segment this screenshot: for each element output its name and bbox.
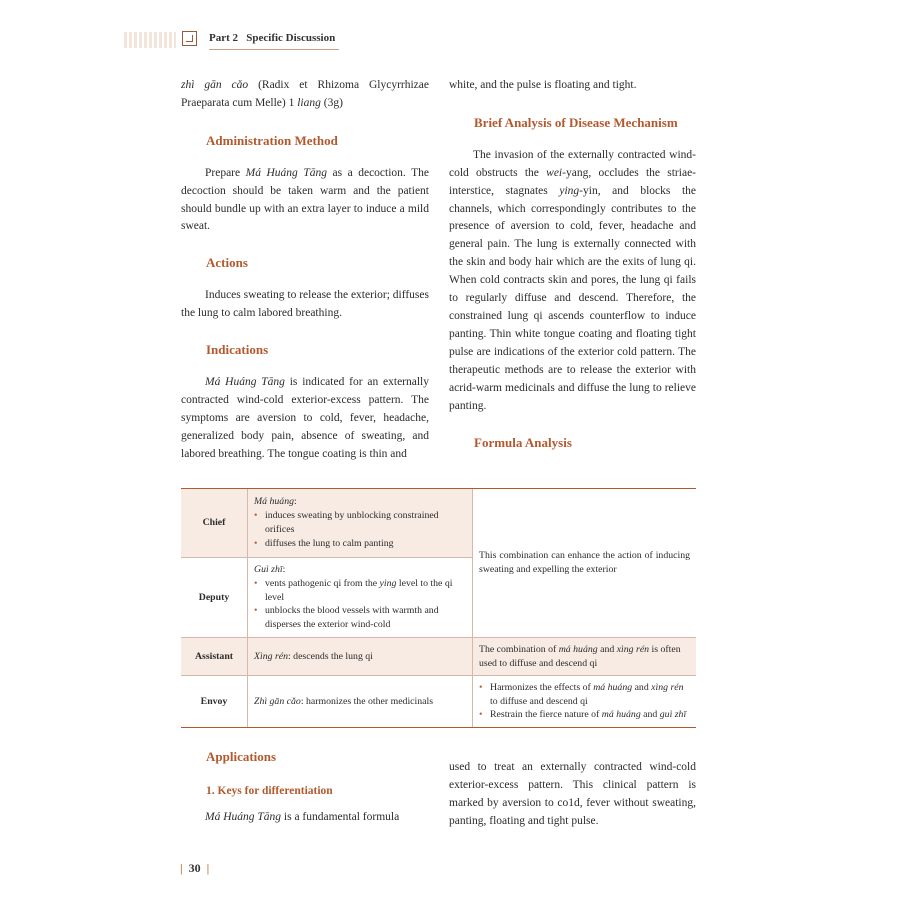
applications-text-left: is a fundamental formula bbox=[281, 810, 400, 823]
role-chief: Chief bbox=[181, 489, 248, 558]
administration-heading: Administration Method bbox=[206, 132, 338, 148]
unit-name: liang bbox=[297, 96, 321, 109]
running-header bbox=[124, 30, 694, 50]
bullet-text: Harmonizes the effects of bbox=[490, 681, 594, 693]
term-wei: wei bbox=[546, 166, 563, 179]
indications-paragraph bbox=[181, 374, 429, 464]
brief-text-a: The invasion of the externally contracted wind-cold obstructs the bbox=[449, 148, 696, 179]
herb-name: má huáng bbox=[601, 709, 641, 721]
administration-paragraph bbox=[181, 165, 429, 237]
page-number: | 30 | bbox=[180, 861, 210, 875]
brief-analysis-heading: Brief Analysis of Disease Mechanism bbox=[474, 114, 678, 130]
formula-name: Má Huáng Tāng bbox=[205, 375, 285, 388]
bullet-text: and bbox=[632, 681, 652, 693]
assistant-text: : descends the lung qi bbox=[288, 650, 373, 662]
header-text bbox=[209, 32, 335, 44]
herb-name: guì zhī bbox=[659, 709, 687, 721]
list-item: • diffuses the lung to calm panting bbox=[254, 537, 466, 551]
header-underline bbox=[209, 49, 339, 50]
left-column bbox=[181, 77, 429, 464]
brief-text-c: -yin, and blocks the channels, which correspondingly contributes to the presence of aversion to cold, fever, headache and general pain. The lung is externally connected with the skin and body hair which are the exits of lung qi. When cold contracts skin and pores, the lung qi fails to regularly diffuse and descend. Therefore, the constrained lung qi ascends counterflow to induce panting. Thin white tongue coating and floating tight pulse are indications of the exterior cold pattern. The therapeutic methods are to release the exterior with acrid-warm medicinals and diffuse the lung to relieve panting. bbox=[449, 184, 697, 412]
cell-text: The combination of bbox=[479, 643, 559, 655]
list-item: • unblocks the blood vessels with warmth and disperses the exterior wind-cold bbox=[254, 604, 466, 632]
header-ornament bbox=[124, 32, 176, 48]
list-item bbox=[254, 577, 466, 605]
continued-text: white, and the pulse is floating and tight. bbox=[449, 79, 637, 91]
intro-end: (3g) bbox=[320, 96, 343, 109]
table-row bbox=[181, 676, 696, 728]
intro-text: (Radix et Rhizoma Glycyrrhizae Praeparata cum Melle) 1 bbox=[181, 79, 429, 109]
page-number-value: 30 bbox=[188, 861, 201, 875]
term-ying: ying bbox=[379, 577, 397, 589]
brief-text-b: -yang, occludes the striae-interstice, stagnates bbox=[449, 166, 696, 197]
formula-name: Má Huáng Tāng bbox=[205, 810, 282, 823]
role-deputy: Deputy bbox=[181, 558, 248, 638]
envoy-cell bbox=[248, 676, 473, 728]
herb-name: má huáng bbox=[558, 643, 598, 655]
bullet-text: vents pathogenic qi from the bbox=[265, 577, 380, 589]
term-ying: ying bbox=[559, 184, 580, 197]
list-item: • induces sweating by unblocking constrained orifices bbox=[254, 509, 466, 537]
list-item bbox=[479, 681, 690, 709]
formula-analysis-heading: Formula Analysis bbox=[474, 435, 572, 451]
header-part: Part 2 bbox=[209, 32, 239, 44]
herb-name: Zhì gān cǎo bbox=[254, 695, 301, 707]
actions-paragraph: Induces sweating to release the exterior; diffuses the lung to calm labored breathing. bbox=[181, 289, 429, 320]
role-envoy: Envoy bbox=[181, 676, 248, 728]
herb-name: Xìng rén bbox=[254, 650, 289, 662]
formula-name: Má Huáng Tāng bbox=[245, 166, 327, 179]
admin-text-b: as a decoction. The decoction should be taken warm and the patient should bundle up with an extra layer to induce a mild sweat. bbox=[181, 166, 429, 233]
bullet-text: Restrain the fierce nature of bbox=[490, 709, 602, 721]
combination-cell: This combination can enhance the action of inducing sweating and expelling the exterior bbox=[473, 489, 697, 638]
right-column bbox=[449, 77, 696, 452]
actions-heading: Actions bbox=[206, 255, 248, 271]
herb-name: xìng rén bbox=[651, 681, 684, 693]
admin-text-a: Prepare bbox=[205, 166, 246, 179]
brief-analysis-paragraph bbox=[449, 147, 696, 416]
bullet-text: and bbox=[640, 709, 660, 721]
deputy-cell: Guì zhī: • vents pathogenic qi from the ying level to the qi level • unblocks the blood vessels with warmth and disperses the exterior wind-cold bbox=[248, 558, 473, 638]
role-assistant: Assistant bbox=[181, 638, 248, 676]
envoy-effects-cell bbox=[473, 676, 697, 728]
table-row bbox=[181, 489, 696, 558]
intro-paragraph bbox=[181, 77, 429, 113]
herb-name: Guì zhī bbox=[254, 564, 283, 575]
applications-text-right: used to treat an externally contracted wind-cold exterior-excess pattern. This clinical pattern is marked by aversion to co1d, fever without sweating, panting, floating and tight pulse. bbox=[449, 761, 696, 827]
herb-name: Má huáng bbox=[254, 496, 295, 508]
keys-subheading: 1. Keys for differentiation bbox=[206, 784, 333, 797]
applications-right bbox=[449, 759, 696, 831]
bullet-text: level to the qi level bbox=[265, 577, 453, 603]
applications-paragraph bbox=[181, 809, 429, 827]
table-row bbox=[181, 638, 696, 676]
herb-name: xìng rén bbox=[616, 643, 650, 655]
assistant-cell bbox=[248, 638, 473, 676]
herb-name: zhì gān cǎo bbox=[181, 79, 249, 91]
list-item bbox=[479, 708, 690, 722]
indications-heading: Indications bbox=[206, 342, 269, 358]
chief-cell: Má huáng: • induces sweating by unblocking constrained orifices • diffuses the lung to calm panting bbox=[248, 489, 473, 558]
applications-heading: Applications bbox=[206, 749, 277, 764]
assistant-combination-cell bbox=[473, 638, 697, 676]
bullet-text: to diffuse and descend qi bbox=[490, 695, 588, 707]
cell-text: and bbox=[597, 643, 617, 655]
meander-logo-icon bbox=[182, 31, 197, 46]
indications-text: is indicated for an externally contracted wind-cold exterior-excess pattern. The symptoms are aversion to cold, fever, headache, generalized body pain, absence of sweating, and labored breathing. The tongue coating is thin and bbox=[181, 375, 430, 460]
herb-name: má huáng bbox=[593, 681, 633, 693]
formula-analysis-table bbox=[181, 488, 696, 728]
cell-text: is often used to diffuse and descend qi bbox=[479, 643, 681, 669]
header-title: Specific Discussion bbox=[246, 32, 336, 44]
applications-left bbox=[181, 748, 429, 827]
envoy-text: : harmonizes the other medicinals bbox=[300, 695, 434, 707]
